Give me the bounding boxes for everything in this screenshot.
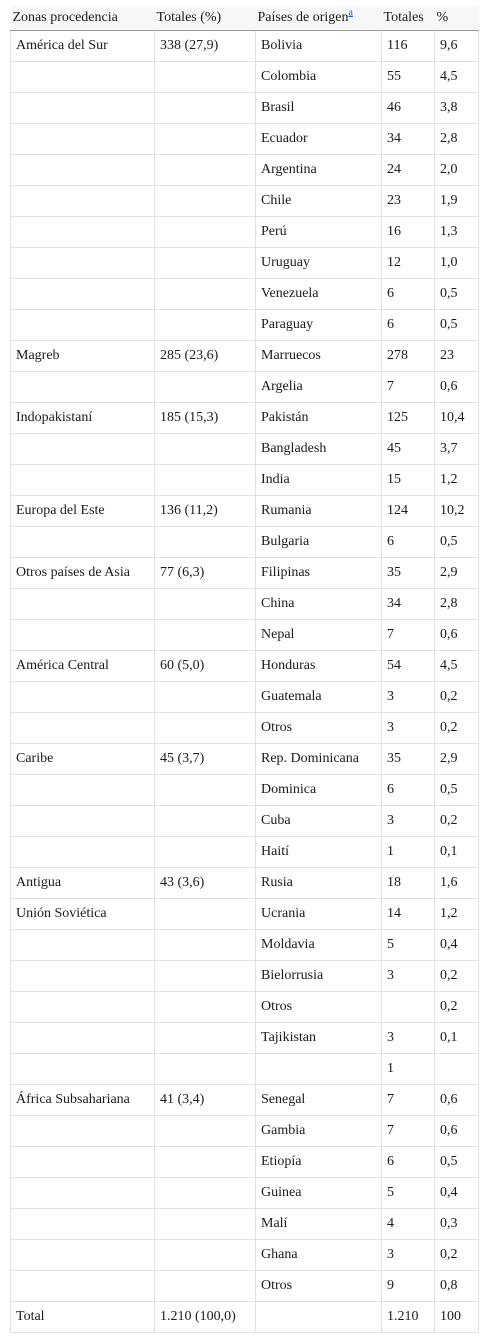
- totales-pct-cell: [155, 1240, 256, 1271]
- header-paises-label: Países de origen: [257, 10, 349, 25]
- totales-pct-cell: [155, 682, 256, 713]
- pais-cell: Senegal: [256, 1085, 382, 1116]
- header-totales: Totales: [382, 6, 435, 31]
- totales-cell: 3: [382, 961, 435, 992]
- pct-cell: 2,9: [435, 558, 479, 589]
- table-row: [11, 961, 479, 992]
- zona-cell: América Central: [11, 651, 155, 682]
- totales-cell: 14: [382, 899, 435, 930]
- zona-cell: [11, 682, 155, 713]
- pais-cell: Bangladesh: [256, 434, 382, 465]
- pct-cell: 1,9: [435, 186, 479, 217]
- zona-cell: [11, 961, 155, 992]
- pais-cell: Malí: [256, 1209, 382, 1240]
- totales-pct-cell: [155, 248, 256, 279]
- totales-cell: 54: [382, 651, 435, 682]
- pais-cell: Chile: [256, 186, 382, 217]
- table-row: [11, 930, 479, 961]
- pct-cell: 0,2: [435, 806, 479, 837]
- origin-table: [10, 6, 479, 1333]
- zona-cell: [11, 713, 155, 744]
- pais-cell: Otros: [256, 1271, 382, 1302]
- totales-pct-cell: [155, 124, 256, 155]
- totales-pct-cell: [155, 1209, 256, 1240]
- total-pais-cell: [256, 1302, 382, 1333]
- table-row: [11, 93, 479, 124]
- pais-cell: China: [256, 589, 382, 620]
- pct-cell: 0,2: [435, 961, 479, 992]
- totales-cell: 1: [382, 1054, 435, 1085]
- totales-cell: 6: [382, 1147, 435, 1178]
- zona-cell: Caribe: [11, 744, 155, 775]
- zona-cell: [11, 434, 155, 465]
- pct-cell: 3,8: [435, 93, 479, 124]
- zona-cell: África Subsahariana: [11, 1085, 155, 1116]
- totales-pct-cell: [155, 527, 256, 558]
- pct-cell: 2,8: [435, 589, 479, 620]
- totales-cell: 23: [382, 186, 435, 217]
- totales-pct-cell: [155, 589, 256, 620]
- zona-cell: [11, 837, 155, 868]
- totales-cell: 6: [382, 775, 435, 806]
- table-row: [11, 341, 479, 372]
- zona-cell: [11, 806, 155, 837]
- totales-pct-cell: [155, 713, 256, 744]
- pct-cell: 0,5: [435, 527, 479, 558]
- zona-cell: [11, 1209, 155, 1240]
- pct-cell: 2,8: [435, 124, 479, 155]
- totales-pct-cell: [155, 372, 256, 403]
- pais-cell: Bulgaria: [256, 527, 382, 558]
- zona-cell: [11, 527, 155, 558]
- pct-cell: 0,1: [435, 837, 479, 868]
- totales-cell: 4: [382, 1209, 435, 1240]
- totales-cell: 15: [382, 465, 435, 496]
- pct-cell: 1,2: [435, 465, 479, 496]
- totales-cell: [382, 992, 435, 1023]
- pais-cell: Venezuela: [256, 279, 382, 310]
- zona-cell: Otros países de Asia: [11, 558, 155, 589]
- totales-cell: 3: [382, 713, 435, 744]
- totales-pct-cell: 43 (3,6): [155, 868, 256, 899]
- table-row: [11, 1116, 479, 1147]
- totales-cell: 116: [382, 31, 435, 62]
- pais-cell: Honduras: [256, 651, 382, 682]
- totales-cell: 5: [382, 930, 435, 961]
- totales-pct-cell: [155, 279, 256, 310]
- pct-cell: 2,9: [435, 744, 479, 775]
- pct-cell: 0,6: [435, 372, 479, 403]
- footnote-link[interactable]: a: [348, 7, 353, 19]
- zona-cell: [11, 620, 155, 651]
- totales-cell: 7: [382, 1116, 435, 1147]
- pais-cell: Colombia: [256, 62, 382, 93]
- totales-cell: 3: [382, 682, 435, 713]
- pct-cell: 0,3: [435, 1209, 479, 1240]
- pct-cell: 4,5: [435, 651, 479, 682]
- totales-pct-cell: [155, 217, 256, 248]
- pct-cell: 1,6: [435, 868, 479, 899]
- pais-cell: Argelia: [256, 372, 382, 403]
- totales-pct-cell: [155, 992, 256, 1023]
- pais-cell: Gambia: [256, 1116, 382, 1147]
- zona-cell: Indopakistaní: [11, 403, 155, 434]
- totales-pct-cell: [155, 620, 256, 651]
- pais-cell: Cuba: [256, 806, 382, 837]
- totales-cell: 9: [382, 1271, 435, 1302]
- pct-cell: 0,4: [435, 930, 479, 961]
- table-row: [11, 992, 479, 1023]
- table-row: [11, 186, 479, 217]
- table-row: [11, 31, 479, 62]
- totales-pct-cell: [155, 1116, 256, 1147]
- pct-cell: 1,3: [435, 217, 479, 248]
- totales-cell: 34: [382, 589, 435, 620]
- zona-cell: [11, 62, 155, 93]
- totales-cell: 34: [382, 124, 435, 155]
- pais-cell: Rusia: [256, 868, 382, 899]
- zona-cell: [11, 589, 155, 620]
- pct-cell: 0,5: [435, 279, 479, 310]
- pais-cell: Haití: [256, 837, 382, 868]
- totales-cell: 7: [382, 372, 435, 403]
- zona-cell: Unión Soviética: [11, 899, 155, 930]
- zona-cell: Magreb: [11, 341, 155, 372]
- pct-cell: 10,4: [435, 403, 479, 434]
- totales-pct-cell: 285 (23,6): [155, 341, 256, 372]
- header-paises: [256, 6, 382, 31]
- header-totales-pct: Totales (%): [155, 6, 256, 31]
- pais-cell: Dominica: [256, 775, 382, 806]
- total-pct-cell: 100: [435, 1302, 479, 1333]
- totales-pct-cell: 41 (3,4): [155, 1085, 256, 1116]
- pct-cell: 0,5: [435, 775, 479, 806]
- totales-pct-cell: [155, 310, 256, 341]
- totales-cell: 1: [382, 837, 435, 868]
- table-row: [11, 496, 479, 527]
- totales-pct-cell: [155, 837, 256, 868]
- table-row: [11, 217, 479, 248]
- pct-cell: [435, 1054, 479, 1085]
- zona-cell: Antigua: [11, 868, 155, 899]
- totales-pct-cell: [155, 899, 256, 930]
- totales-cell: 35: [382, 558, 435, 589]
- totales-cell: 16: [382, 217, 435, 248]
- totales-pct-cell: 185 (15,3): [155, 403, 256, 434]
- table-row: [11, 1271, 479, 1302]
- table-row: [11, 527, 479, 558]
- pais-cell: Bielorrusia: [256, 961, 382, 992]
- totales-pct-cell: [155, 186, 256, 217]
- table-row: [11, 372, 479, 403]
- pais-cell: Otros: [256, 992, 382, 1023]
- totales-pct-cell: [155, 93, 256, 124]
- pais-cell: Pakistán: [256, 403, 382, 434]
- zona-cell: [11, 1054, 155, 1085]
- table-row: [11, 434, 479, 465]
- table-row: [11, 279, 479, 310]
- pais-cell: Ecuador: [256, 124, 382, 155]
- pais-cell: Marruecos: [256, 341, 382, 372]
- totales-cell: 12: [382, 248, 435, 279]
- pct-cell: 0,1: [435, 1023, 479, 1054]
- pct-cell: 2,0: [435, 155, 479, 186]
- zona-cell: [11, 1178, 155, 1209]
- pais-cell: Otros: [256, 713, 382, 744]
- totales-cell: 6: [382, 279, 435, 310]
- totales-pct-cell: 45 (3,7): [155, 744, 256, 775]
- totales-cell: 7: [382, 1085, 435, 1116]
- pais-cell: Ghana: [256, 1240, 382, 1271]
- table-row: [11, 155, 479, 186]
- pais-cell: Guatemala: [256, 682, 382, 713]
- pais-cell: Bolivia: [256, 31, 382, 62]
- pais-cell: Etiopía: [256, 1147, 382, 1178]
- table-row: [11, 651, 479, 682]
- pct-cell: 10,2: [435, 496, 479, 527]
- table-row: [11, 620, 479, 651]
- table-row: [11, 589, 479, 620]
- zona-cell: [11, 186, 155, 217]
- zona-cell: [11, 930, 155, 961]
- zona-cell: [11, 1147, 155, 1178]
- table-row: [11, 775, 479, 806]
- table-row: [11, 744, 479, 775]
- total-row: [11, 1302, 479, 1333]
- totales-cell: 3: [382, 1240, 435, 1271]
- pct-cell: 9,6: [435, 31, 479, 62]
- table-row: [11, 868, 479, 899]
- totales-cell: 6: [382, 310, 435, 341]
- pct-cell: 1,0: [435, 248, 479, 279]
- pct-cell: 0,5: [435, 310, 479, 341]
- table-body: [11, 31, 479, 1333]
- table-row: [11, 124, 479, 155]
- zona-cell: [11, 93, 155, 124]
- pct-cell: 0,2: [435, 713, 479, 744]
- table-row: [11, 806, 479, 837]
- zona-cell: [11, 372, 155, 403]
- pct-cell: 0,2: [435, 682, 479, 713]
- pct-cell: 3,7: [435, 434, 479, 465]
- zona-cell: América del Sur: [11, 31, 155, 62]
- zona-cell: [11, 1240, 155, 1271]
- table-row: [11, 248, 479, 279]
- total-totales-cell: 1.210: [382, 1302, 435, 1333]
- totales-pct-cell: [155, 1054, 256, 1085]
- pct-cell: 0,6: [435, 620, 479, 651]
- totales-cell: 7: [382, 620, 435, 651]
- table-row: [11, 403, 479, 434]
- pct-cell: 0,5: [435, 1147, 479, 1178]
- pais-cell: Moldavia: [256, 930, 382, 961]
- table-row: [11, 682, 479, 713]
- totales-cell: 6: [382, 527, 435, 558]
- totales-cell: 124: [382, 496, 435, 527]
- table-row: [11, 1023, 479, 1054]
- totales-cell: 35: [382, 744, 435, 775]
- total-zona-cell: Total: [11, 1302, 155, 1333]
- totales-cell: 45: [382, 434, 435, 465]
- zona-cell: [11, 1023, 155, 1054]
- pct-cell: 4,5: [435, 62, 479, 93]
- totales-pct-cell: 77 (6,3): [155, 558, 256, 589]
- zona-cell: [11, 155, 155, 186]
- totales-pct-cell: [155, 930, 256, 961]
- table-row: [11, 1209, 479, 1240]
- table-row: [11, 465, 479, 496]
- table-row: [11, 1147, 479, 1178]
- table-row: [11, 1178, 479, 1209]
- pais-cell: Uruguay: [256, 248, 382, 279]
- pct-cell: 0,4: [435, 1178, 479, 1209]
- totales-pct-cell: [155, 1178, 256, 1209]
- totales-pct-cell: 60 (5,0): [155, 651, 256, 682]
- table-row: [11, 310, 479, 341]
- pais-cell: Brasil: [256, 93, 382, 124]
- zona-cell: [11, 775, 155, 806]
- header-pct: %: [435, 6, 479, 31]
- table-row: [11, 837, 479, 868]
- totales-pct-cell: [155, 1147, 256, 1178]
- pct-cell: 0,6: [435, 1085, 479, 1116]
- pais-cell: Paraguay: [256, 310, 382, 341]
- total-totales-pct-cell: 1.210 (100,0): [155, 1302, 256, 1333]
- totales-pct-cell: [155, 1023, 256, 1054]
- pais-cell: Rep. Dominicana: [256, 744, 382, 775]
- zona-cell: [11, 1271, 155, 1302]
- header-zona: Zonas procedencia: [11, 6, 155, 31]
- totales-pct-cell: [155, 961, 256, 992]
- totales-pct-cell: 338 (27,9): [155, 31, 256, 62]
- totales-pct-cell: [155, 155, 256, 186]
- totales-cell: 55: [382, 62, 435, 93]
- totales-cell: 18: [382, 868, 435, 899]
- totales-cell: 125: [382, 403, 435, 434]
- table-row: [11, 713, 479, 744]
- pct-cell: 1,2: [435, 899, 479, 930]
- pct-cell: 0,6: [435, 1116, 479, 1147]
- table-row: [11, 558, 479, 589]
- totales-pct-cell: [155, 434, 256, 465]
- totales-pct-cell: 136 (11,2): [155, 496, 256, 527]
- table-row: [11, 899, 479, 930]
- zona-cell: [11, 1116, 155, 1147]
- pais-cell: India: [256, 465, 382, 496]
- pais-cell: Perú: [256, 217, 382, 248]
- zona-cell: [11, 217, 155, 248]
- totales-pct-cell: [155, 1271, 256, 1302]
- pct-cell: 0,8: [435, 1271, 479, 1302]
- pais-cell: Nepal: [256, 620, 382, 651]
- zona-cell: [11, 465, 155, 496]
- pais-cell: Tajikistan: [256, 1023, 382, 1054]
- totales-cell: 278: [382, 341, 435, 372]
- totales-cell: 24: [382, 155, 435, 186]
- zona-cell: [11, 124, 155, 155]
- zona-cell: [11, 248, 155, 279]
- totales-cell: 3: [382, 806, 435, 837]
- totales-cell: 5: [382, 1178, 435, 1209]
- pais-cell: Guinea: [256, 1178, 382, 1209]
- pct-cell: 23: [435, 341, 479, 372]
- totales-pct-cell: [155, 775, 256, 806]
- totales-cell: 3: [382, 1023, 435, 1054]
- zona-cell: [11, 992, 155, 1023]
- header-row: [11, 6, 479, 31]
- table-row: [11, 1054, 479, 1085]
- pais-cell: Filipinas: [256, 558, 382, 589]
- pct-cell: 0,2: [435, 1240, 479, 1271]
- pais-cell: Argentina: [256, 155, 382, 186]
- pais-cell: Ucrania: [256, 899, 382, 930]
- totales-cell: 46: [382, 93, 435, 124]
- totales-pct-cell: [155, 465, 256, 496]
- pais-cell: Rumania: [256, 496, 382, 527]
- totales-pct-cell: [155, 806, 256, 837]
- zona-cell: [11, 279, 155, 310]
- pais-cell: [256, 1054, 382, 1085]
- zona-cell: [11, 310, 155, 341]
- zona-cell: Europa del Este: [11, 496, 155, 527]
- pct-cell: 0,2: [435, 992, 479, 1023]
- totales-pct-cell: [155, 62, 256, 93]
- table-row: [11, 62, 479, 93]
- table-row: [11, 1085, 479, 1116]
- table-row: [11, 1240, 479, 1271]
